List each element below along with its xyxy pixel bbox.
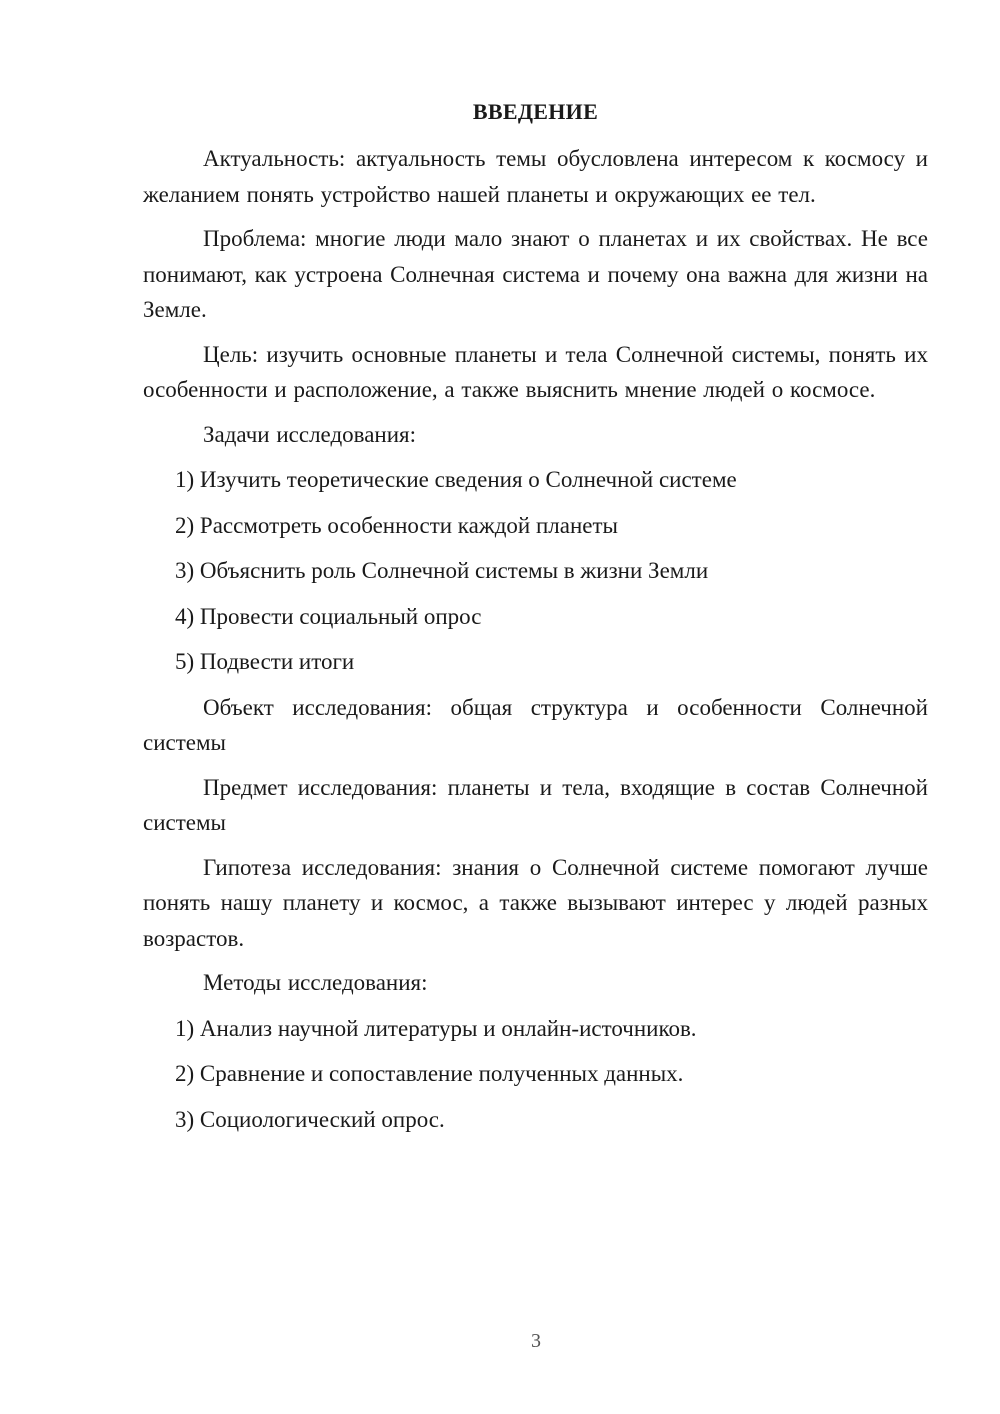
section-title: ВВЕДЕНИЕ [472, 99, 599, 124]
list-item: 1) Анализ научной литературы и онлайн-источников. [175, 1015, 697, 1041]
list-item: 5) Подвести итоги [175, 649, 355, 674]
list-item: 2) Сравнение и сопоставление полученных данных. [175, 1061, 684, 1086]
list-item: 4) Провести социальный опрос [175, 603, 482, 629]
paragraph-goal: Цель: изучить основные планеты и тела Солнечной системы, понять их особенности и расположение, а также выяснить мнение людей о космосе. [143, 341, 928, 402]
tasks-list [143, 462, 928, 680]
paragraph-subject: Предмет исследования: планеты и тела, входящие в состав Солнечной системы [143, 774, 928, 835]
methods-label: Методы исследования: [203, 970, 428, 995]
tasks-label: Задачи исследования: [203, 421, 417, 447]
paragraph-hypothesis: Гипотеза исследования: знания о Солнечной системе помогают лучше понять нашу планету и космос, а также вызывают интерес у людей разных возрастов. [143, 854, 928, 951]
list-item: 3) Объяснить роль Солнечной системы в жизни Земли [175, 558, 709, 583]
list-item: 3) Социологический опрос. [175, 1106, 445, 1132]
paragraph-relevance: Актуальность: актуальность темы обусловлена интересом к космосу и желанием понять устройство нашей планеты и окружающих ее тел. [143, 146, 928, 207]
document-page [143, 94, 928, 1147]
list-item: 1) Изучить теоретические сведения о Солнечной системе [175, 467, 737, 492]
paragraph-problem: Проблема: многие люди мало знают о планетах и их свойствах. Не все понимают, как устроена Солнечная система и почему она важна для жизни на Земле. [143, 226, 928, 322]
list-item: 2) Рассмотреть особенности каждой планеты [175, 512, 619, 538]
methods-list [143, 1011, 928, 1138]
paragraph-object: Объект исследования: общая структура и особенности Солнечной системы [143, 694, 928, 755]
page-number: 3 [531, 1330, 541, 1352]
